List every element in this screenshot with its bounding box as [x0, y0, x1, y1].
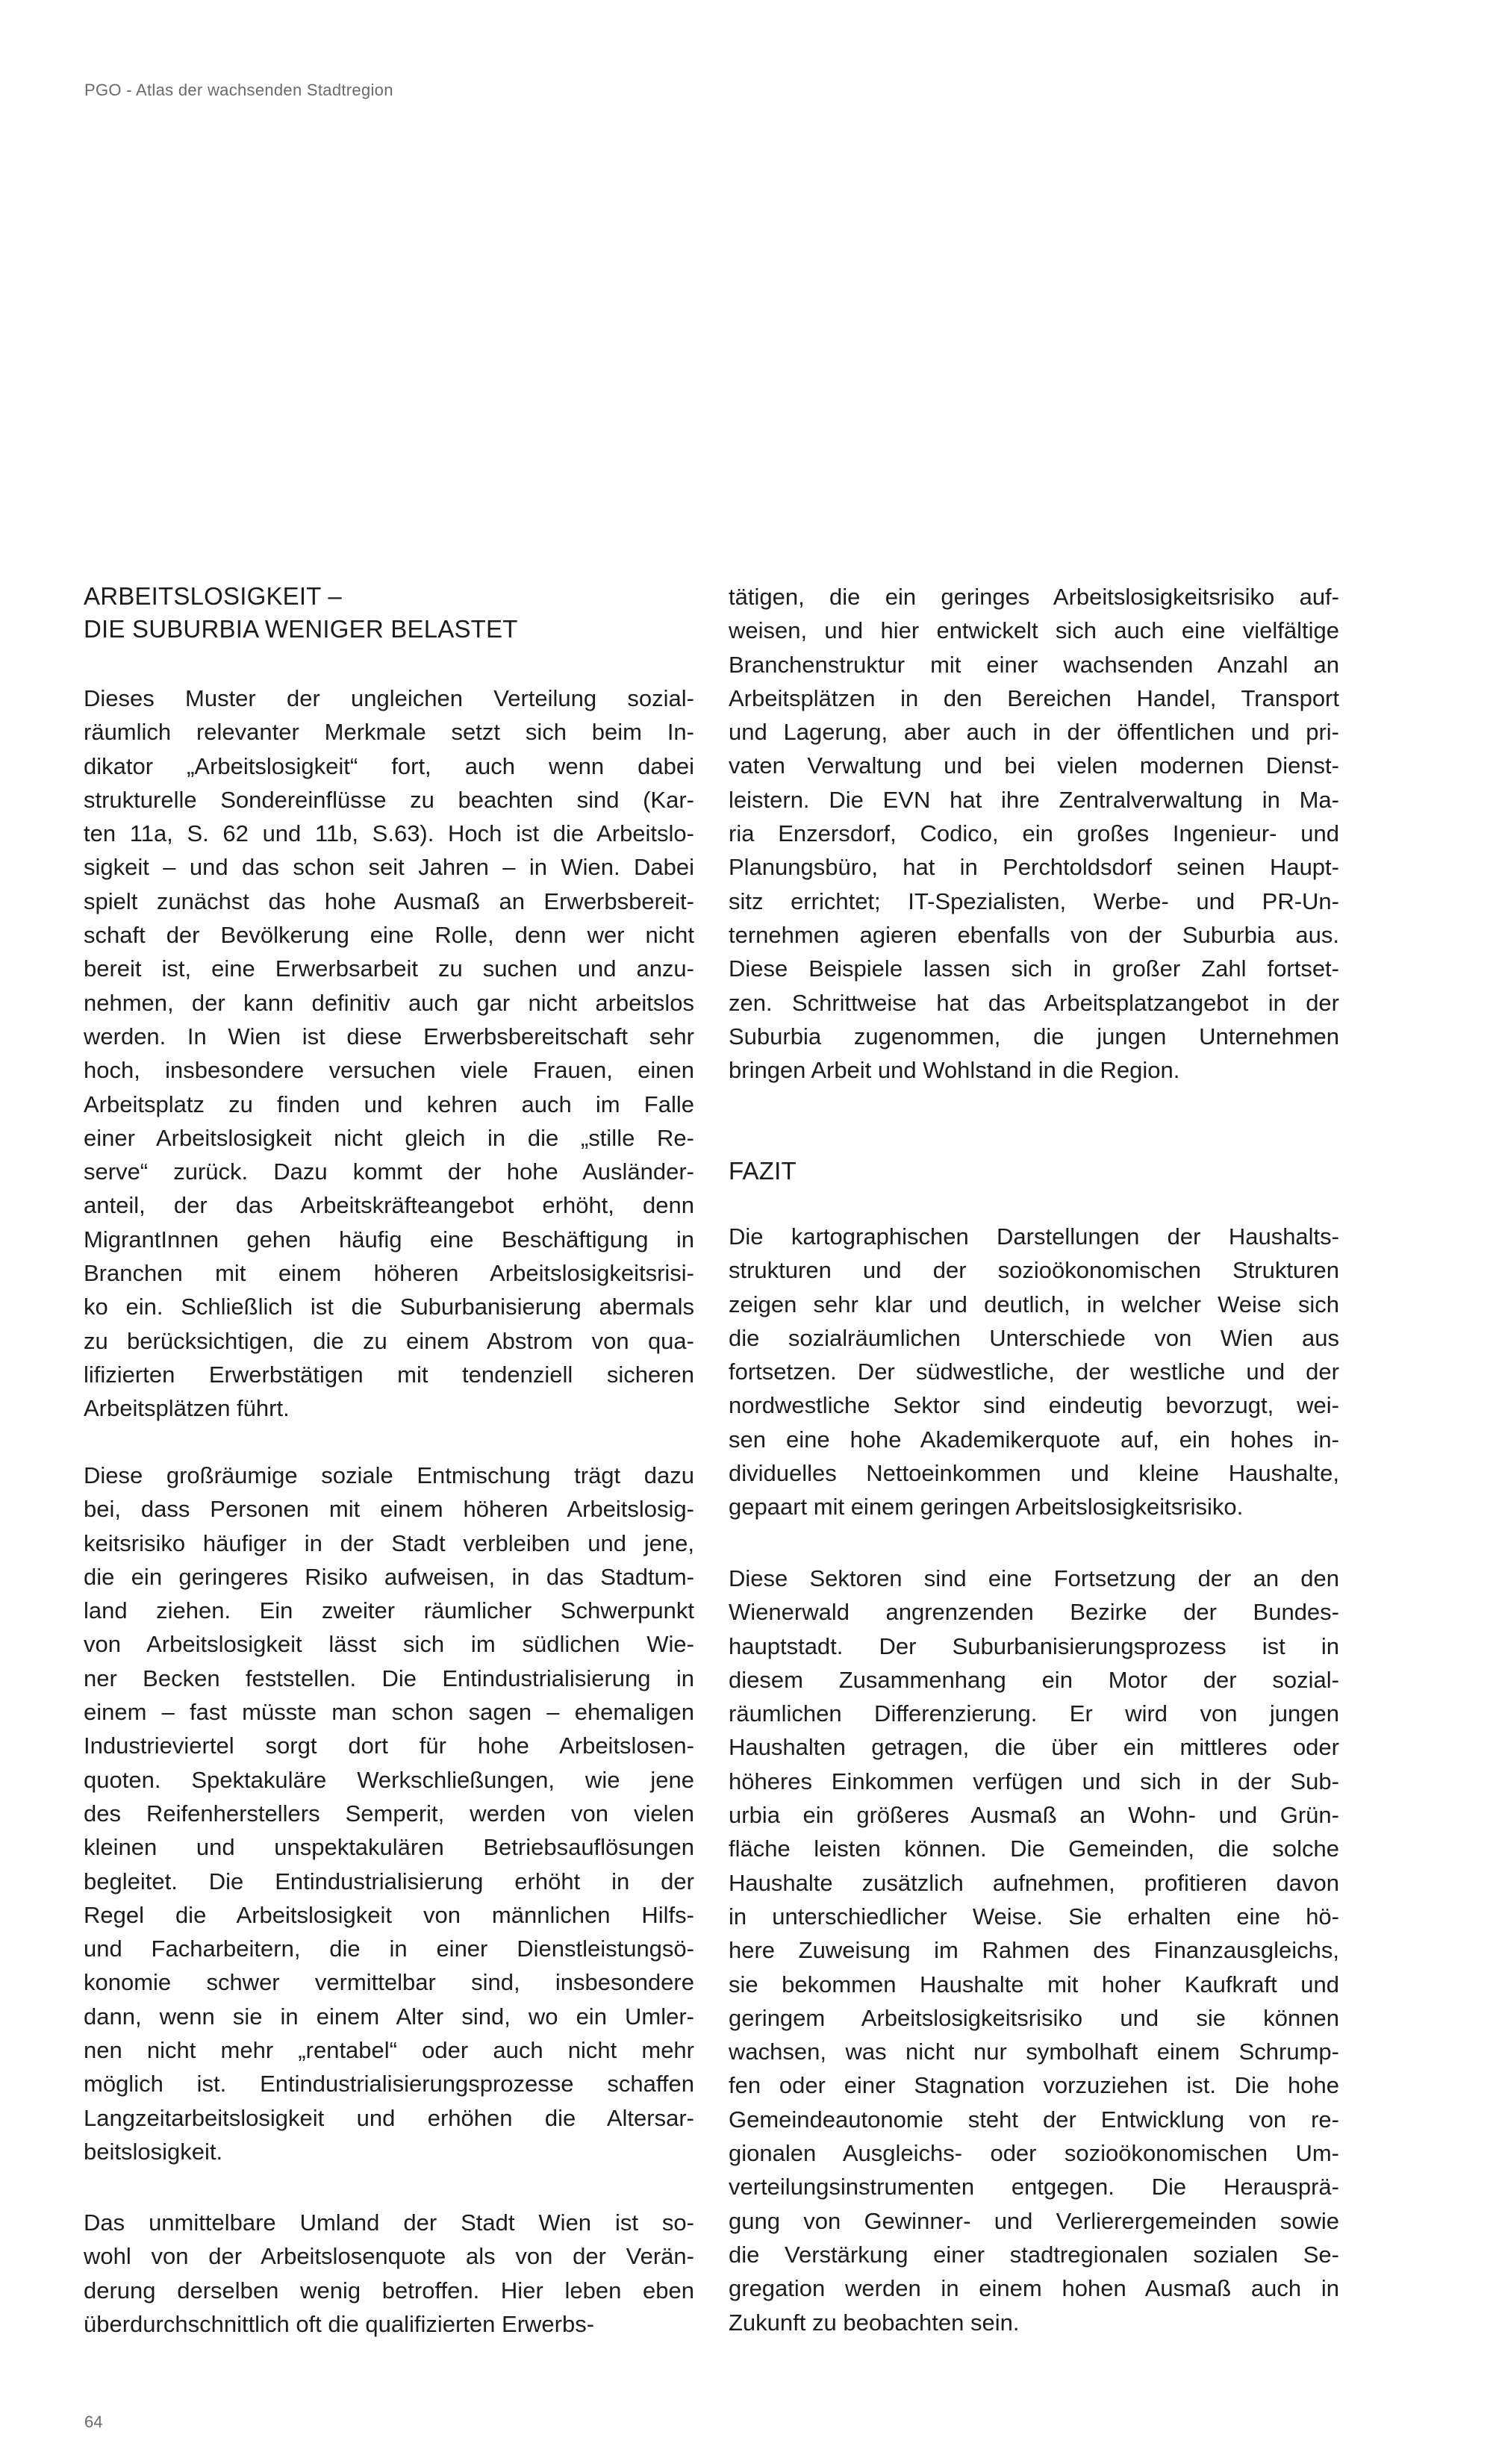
text-line: bringen Arbeit und Wohlstand in die Region.	[729, 1057, 1180, 1084]
text-line: von Arbeitslosigkeit lässt sich im südlichen Wie-	[84, 1631, 694, 1658]
text-line: Regel die Arbeitslosigkeit von männlichen Hilfs-	[84, 1901, 694, 1928]
text-line: konomie schwer vermittelbar sind, insbesondere	[84, 1969, 694, 1996]
text-line: Die kartographischen Darstellungen der Haushalts-	[729, 1223, 1339, 1250]
text-line: Branchen mit einem höheren Arbeitslosigkeitsrisi-	[84, 1260, 694, 1287]
section-heading-arbeitslosigkeit	[84, 580, 518, 646]
paragraph	[84, 1459, 694, 2168]
text-line: MigrantInnen gehen häufig eine Beschäftigung in	[84, 1226, 694, 1253]
text-line: bei, dass Personen mit einem höheren Arbeitslosig-	[84, 1496, 694, 1523]
section-heading-fazit	[729, 1155, 797, 1188]
text-line: weisen, und hier entwickelt sich auch eine vielfältige	[729, 617, 1339, 644]
text-line: beitslosigkeit.	[84, 2138, 223, 2165]
text-line: lifizierten Erwerbstätigen mit tendenziell sicheren	[84, 1361, 694, 1388]
text-line: leistern. Die EVN hat ihre Zentralverwaltung in Ma-	[729, 786, 1339, 813]
paragraph	[729, 1220, 1339, 1524]
text-line: und Facharbeitern, die in einer Dienstleistungsö-	[84, 1936, 694, 1962]
text-line: in unterschiedlicher Weise. Sie erhalten eine hö-	[729, 1903, 1339, 1930]
text-line: dikator „Arbeitslosigkeit“ fort, auch wenn dabei	[84, 752, 694, 779]
text-line: keitsrisiko häufiger in der Stadt verbleiben und jene,	[84, 1529, 694, 1556]
text-line: here Zuweisung im Rahmen des Finanzausgleichs,	[729, 1937, 1339, 1964]
text-line: Langzeitarbeitslosigkeit und erhöhen die Altersar-	[84, 2104, 694, 2131]
heading-line: ARBEITSLOSIGKEIT –	[84, 582, 342, 610]
text-line: gionalen Ausgleichs- oder sozioökonomischen Um-	[729, 2140, 1339, 2167]
text-line: wohl von der Arbeitslosenquote als von der Verän-	[84, 2243, 694, 2270]
text-line: zen. Schrittweise hat das Arbeitsplatzangebot in der	[729, 989, 1339, 1016]
text-line: ten 11a, S. 62 und 11b, S.63). Hoch ist die Arbeitslo-	[84, 820, 694, 847]
text-line: verteilungsinstrumenten entgegen. Die Herausprä-	[729, 2174, 1339, 2201]
text-line: die sozialräumlichen Unterschiede von Wien aus	[729, 1324, 1339, 1351]
text-line: spielt zunächst das hohe Ausmaß an Erwerbsbereit-	[84, 888, 694, 914]
text-line: Gemeindeautonomie steht der Entwicklung von re-	[729, 2106, 1339, 2133]
text-line: bereit ist, eine Erwerbsarbeit zu suchen und anzu-	[84, 955, 694, 982]
text-line: gepaart mit einem geringen Arbeitslosigkeitsrisiko.	[729, 1494, 1244, 1520]
text-line: Das unmittelbare Umland der Stadt Wien ist so-	[84, 2209, 694, 2236]
text-line: Arbeitsplätzen in den Bereichen Handel, Transport	[729, 684, 1339, 711]
text-line: wachsen, was nicht nur symbolhaft einem Schrump-	[729, 2039, 1339, 2065]
text-line: nehmen, der kann definitiv auch gar nicht arbeitslos	[84, 989, 694, 1016]
text-line: die ein geringeres Risiko aufweisen, in das Stadtum-	[84, 1563, 694, 1590]
text-line: geringem Arbeitslosigkeitsrisiko und sie können	[729, 2004, 1339, 2031]
text-line: derung derselben wenig betroffen. Hier leben eben	[84, 2277, 694, 2304]
paragraph	[729, 1562, 1339, 2339]
heading-line: DIE SUBURBIA WENIGER BELASTET	[84, 615, 518, 643]
paragraph	[84, 682, 694, 1426]
text-line: hauptstadt. Der Suburbanisierungsprozess ist in	[729, 1632, 1339, 1659]
text-line: einem – fast müsste man schon sagen – ehemaligen	[84, 1699, 694, 1726]
heading-line: FAZIT	[729, 1157, 797, 1185]
text-line: schaft der Bevölkerung eine Rolle, denn wer nicht	[84, 922, 694, 949]
text-line: möglich ist. Entindustrialisierungsprozesse schaffen	[84, 2071, 694, 2097]
text-line: Diese Sektoren sind eine Fortsetzung der an den	[729, 1565, 1339, 1591]
text-line: Zukunft zu beobachten sein.	[729, 2309, 1020, 2336]
text-line: Industrieviertel sorgt dort für hohe Arbeitslosen-	[84, 1732, 694, 1759]
text-line: strukturelle Sondereinflüsse zu beachten sind (Kar-	[84, 786, 694, 813]
text-line: Haushalten getragen, die über ein mittleres oder	[729, 1734, 1339, 1761]
text-line: Dieses Muster der ungleichen Verteilung sozial-	[84, 685, 694, 711]
text-line: land ziehen. Ein zweiter räumlicher Schwerpunkt	[84, 1597, 694, 1624]
text-line: urbia ein größeres Ausmaß an Wohn- und Grün-	[729, 1802, 1339, 1829]
text-line: hoch, insbesondere versuchen viele Frauen, einen	[84, 1057, 694, 1084]
text-line: quoten. Spektakuläre Werkschließungen, wie jene	[84, 1766, 694, 1793]
text-line: ko ein. Schließlich ist die Suburbanisierung abermals	[84, 1294, 694, 1320]
paragraph	[84, 2206, 694, 2341]
paragraph-continued	[729, 580, 1339, 1087]
text-line: Suburbia zugenommen, die jungen Unternehmen	[729, 1023, 1339, 1049]
text-line: Haushalte zusätzlich aufnehmen, profitieren davon	[729, 1869, 1339, 1896]
text-line: ternehmen agieren ebenfalls von der Suburbia aus.	[729, 921, 1339, 948]
text-line: gregation werden in einem hohen Ausmaß auch in	[729, 2275, 1339, 2302]
text-line: die Verstärkung einer stadtregionalen sozialen Se-	[729, 2241, 1339, 2268]
text-line: und Lagerung, aber auch in der öffentlichen und pri-	[729, 719, 1339, 746]
text-line: serve“ zurück. Dazu kommt der hohe Ausländer-	[84, 1158, 694, 1185]
text-line: diesem Zusammenhang ein Motor der sozial-	[729, 1666, 1339, 1693]
text-line: räumlich relevanter Merkmale setzt sich beim In-	[84, 719, 694, 746]
text-line: kleinen und unspektakulären Betriebsauflösungen	[84, 1834, 694, 1861]
page-number: 64	[84, 2412, 103, 2431]
text-line: Arbeitsplätzen führt.	[84, 1395, 290, 1422]
text-line: fläche leisten können. Die Gemeinden, die solche	[729, 1835, 1339, 1862]
text-line: anteil, der das Arbeitskräfteangebot erhöht, denn	[84, 1192, 694, 1219]
text-line: Diese Beispiele lassen sich in großer Zahl fortset-	[729, 955, 1339, 982]
text-line: Wienerwald angrenzenden Bezirke der Bundes-	[729, 1599, 1339, 1626]
text-line: ria Enzersdorf, Codico, ein großes Ingenieur- und	[729, 820, 1339, 847]
running-header: PGO - Atlas der wachsenden Stadtregion	[84, 81, 393, 99]
text-line: strukturen und der sozioökonomischen Strukturen	[729, 1257, 1339, 1284]
text-line: sigkeit – und das schon seit Jahren – in Wien. Dabei	[84, 854, 694, 881]
text-line: überdurchschnittlich oft die qualifizierten Erwerbs-	[84, 2310, 595, 2337]
text-line: nen nicht mehr „rentabel“ oder auch nicht mehr	[84, 2037, 694, 2064]
text-line: fortsetzen. Der südwestliche, der westliche und der	[729, 1359, 1339, 1385]
text-line: dividuelles Nettoeinkommen und kleine Haushalte,	[729, 1460, 1339, 1487]
text-line: Arbeitsplatz zu finden und kehren auch im Falle	[84, 1091, 694, 1117]
text-line: werden. In Wien ist diese Erwerbsbereitschaft sehr	[84, 1023, 694, 1049]
text-line: dann, wenn sie in einem Alter sind, wo ein Umler-	[84, 2003, 694, 2030]
text-line: gung von Gewinner- und Verlierergemeinden sowie	[729, 2207, 1339, 2234]
text-line: höheres Einkommen verfügen und sich in der Sub-	[729, 1768, 1339, 1794]
text-line: des Reifenherstellers Semperit, werden von vielen	[84, 1800, 694, 1827]
text-line: nordwestliche Sektor sind eindeutig bevorzugt, wei-	[729, 1392, 1339, 1419]
text-line: begleitet. Die Entindustrialisierung erhöht in der	[84, 1868, 694, 1894]
text-line: vaten Verwaltung und bei vielen modernen Dienst-	[729, 752, 1339, 779]
text-line: einer Arbeitslosigkeit nicht gleich in die „stille Re-	[84, 1124, 694, 1151]
text-line: räumlichen Differenzierung. Er wird von jungen	[729, 1700, 1339, 1727]
text-line: ner Becken feststellen. Die Entindustrialisierung in	[84, 1665, 694, 1691]
text-line: tätigen, die ein geringes Arbeitslosigkeitsrisiko auf-	[729, 584, 1339, 610]
text-line: sie bekommen Haushalte mit hoher Kaufkraft und	[729, 1971, 1339, 1997]
text-line: zu berücksichtigen, die zu einem Abstrom von qua-	[84, 1327, 694, 1354]
text-line: sen eine hohe Akademikerquote auf, ein hohes in-	[729, 1426, 1339, 1453]
text-line: fen oder einer Stagnation vorzuziehen ist. Die hohe	[729, 2072, 1339, 2099]
text-line: Branchenstruktur mit einer wachsenden Anzahl an	[729, 651, 1339, 678]
text-line: Planungsbüro, hat in Perchtoldsdorf seinen Haupt-	[729, 854, 1339, 881]
text-line: zeigen sehr klar und deutlich, in welcher Weise sich	[729, 1291, 1339, 1317]
text-line: Diese großräumige soziale Entmischung trägt dazu	[84, 1462, 694, 1488]
text-line: sitz errichtet; IT-Spezialisten, Werbe- und PR-Un-	[729, 888, 1339, 914]
